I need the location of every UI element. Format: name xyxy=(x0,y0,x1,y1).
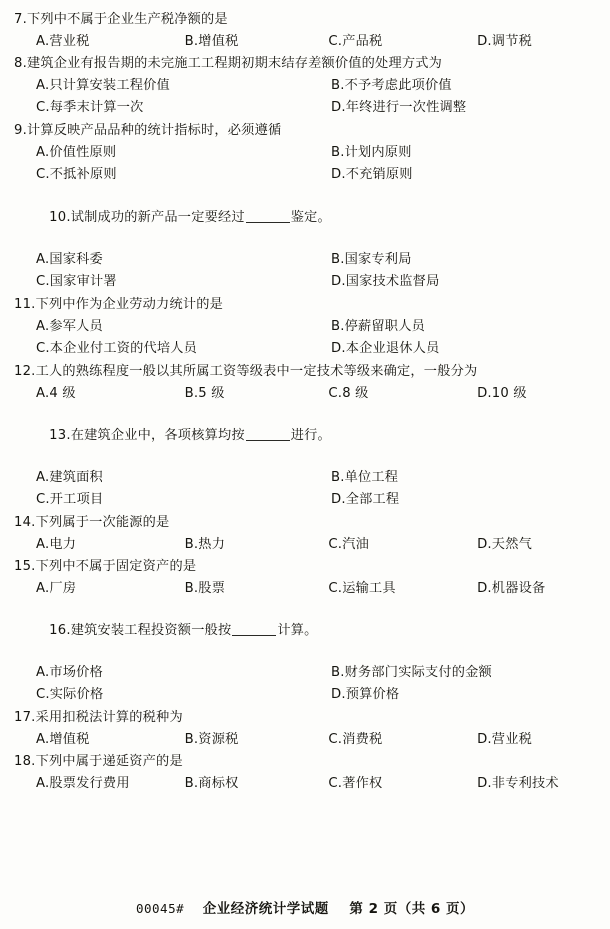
option-row xyxy=(36,662,596,684)
option-a[interactable]: A.市场价格 xyxy=(36,665,103,680)
option-c[interactable]: C.汽油 xyxy=(328,537,369,552)
question-item xyxy=(14,295,596,360)
question-stem xyxy=(14,188,596,248)
option-group xyxy=(14,142,596,186)
option-d[interactable]: D.调节税 xyxy=(477,34,532,49)
question-item xyxy=(14,10,596,52)
question-item xyxy=(14,513,596,555)
option-group xyxy=(14,31,596,52)
option-a[interactable]: A.厂房 xyxy=(36,581,77,596)
footer-exam-title: 企业经济统计学试题 xyxy=(202,901,329,917)
question-item xyxy=(14,188,596,293)
option-b[interactable]: B.财务部门实际支付的金额 xyxy=(331,665,492,680)
question-item xyxy=(14,557,596,599)
option-a[interactable]: A.营业税 xyxy=(36,34,90,49)
answer-blank xyxy=(246,222,290,223)
option-c[interactable]: C.不抵补原则 xyxy=(36,167,117,182)
option-c[interactable]: C.开工项目 xyxy=(36,492,104,507)
option-group xyxy=(14,578,596,599)
question-stem: 9.计算反映产品品种的统计指标时，必须遵循 xyxy=(14,123,282,138)
stem-part-after: 计算。 xyxy=(277,623,318,638)
question-item xyxy=(14,362,596,404)
option-a[interactable]: A.4 级 xyxy=(36,386,76,401)
option-group xyxy=(14,729,596,750)
option-group xyxy=(14,316,596,360)
answer-blank xyxy=(232,635,276,636)
option-a[interactable]: A.电力 xyxy=(36,537,77,552)
option-d[interactable]: D.国家技术监督局 xyxy=(331,274,440,289)
option-c[interactable]: C.消费税 xyxy=(328,732,383,747)
option-b[interactable]: B.国家专利局 xyxy=(331,252,412,267)
option-group xyxy=(14,75,596,119)
option-a[interactable]: A.只计算安装工程价值 xyxy=(36,78,170,93)
question-item xyxy=(14,708,596,750)
option-a[interactable]: A.国家科委 xyxy=(36,252,103,267)
page-footer xyxy=(0,897,610,917)
option-d[interactable]: D.天然气 xyxy=(477,537,532,552)
option-b[interactable]: B.商标权 xyxy=(184,776,239,791)
option-d[interactable]: D.本企业退休人员 xyxy=(331,341,440,356)
option-b[interactable]: B.计划内原则 xyxy=(331,145,412,160)
option-group xyxy=(14,773,596,794)
question-stem: 11.下列中作为企业劳动力统计的是 xyxy=(14,297,223,312)
option-b[interactable]: B.停薪留职人员 xyxy=(331,319,425,334)
option-b[interactable]: B.资源税 xyxy=(184,732,239,747)
question-item xyxy=(14,601,596,706)
question-stem: 18.下列中属于递延资产的是 xyxy=(14,754,183,769)
option-a[interactable]: A.建筑面积 xyxy=(36,470,103,485)
option-c[interactable]: C.运输工具 xyxy=(328,581,396,596)
option-d[interactable]: D.营业税 xyxy=(477,732,532,747)
option-c[interactable]: C.国家审计署 xyxy=(36,274,117,289)
option-b[interactable]: B.股票 xyxy=(184,581,226,596)
question-item xyxy=(14,752,596,794)
option-group xyxy=(14,662,596,706)
option-a[interactable]: A.参军人员 xyxy=(36,319,103,334)
option-row xyxy=(36,338,596,360)
option-c[interactable]: C.产品税 xyxy=(328,34,383,49)
option-c[interactable]: C.著作权 xyxy=(328,776,383,791)
option-row xyxy=(36,271,596,293)
option-d[interactable]: D.非专利技术 xyxy=(477,776,559,791)
option-group xyxy=(14,467,596,511)
option-d[interactable]: D.年终进行一次性调整 xyxy=(331,100,467,115)
option-row xyxy=(36,249,596,271)
option-a[interactable]: A.股票发行费用 xyxy=(36,776,130,791)
option-row xyxy=(36,142,596,164)
footer-page-number: 第 2 页（共 6 页） xyxy=(349,901,475,917)
option-d[interactable]: D.机器设备 xyxy=(477,581,546,596)
option-c[interactable]: C.实际价格 xyxy=(36,687,104,702)
answer-blank xyxy=(246,440,290,441)
option-d[interactable]: D.不充销原则 xyxy=(331,167,413,182)
option-c[interactable]: C.每季末计算一次 xyxy=(36,100,144,115)
footer-exam-code: 00045# xyxy=(135,901,185,916)
option-row xyxy=(36,164,596,186)
option-b[interactable]: B.增值税 xyxy=(184,34,239,49)
stem-part-before: 16.建筑安装工程投资额一般按 xyxy=(49,623,232,638)
stem-part-after: 鉴定。 xyxy=(290,210,331,225)
option-row xyxy=(36,75,596,97)
option-d[interactable]: D.全部工程 xyxy=(331,492,400,507)
option-d[interactable]: D.10 级 xyxy=(477,386,527,401)
option-c[interactable]: C.本企业付工资的代培人员 xyxy=(36,341,198,356)
option-b[interactable]: B.5 级 xyxy=(184,386,225,401)
question-stem: 15.下列中不属于固定资产的是 xyxy=(14,559,197,574)
question-item xyxy=(14,54,596,119)
option-b[interactable]: B.不予考虑此项价值 xyxy=(331,78,452,93)
option-a[interactable]: A.价值性原则 xyxy=(36,145,117,160)
option-row xyxy=(36,316,596,338)
question-stem: 14.下列属于一次能源的是 xyxy=(14,515,170,530)
question-item xyxy=(14,406,596,511)
option-row xyxy=(36,489,596,511)
option-group xyxy=(14,534,596,555)
question-stem: 7.下列中不属于企业生产税净额的是 xyxy=(14,12,228,27)
option-group xyxy=(14,249,596,293)
option-d[interactable]: D.预算价格 xyxy=(331,687,400,702)
option-a[interactable]: A.增值税 xyxy=(36,732,90,747)
option-b[interactable]: B.单位工程 xyxy=(331,470,399,485)
stem-part-before: 10.试制成功的新产品一定要经过 xyxy=(49,210,245,225)
question-stem xyxy=(14,406,596,466)
question-item xyxy=(14,121,596,186)
stem-part-after: 进行。 xyxy=(290,428,331,443)
question-stem: 8.建筑企业有报告期的未完施工工程期初期末结存差额价值的处理方式为 xyxy=(14,56,442,71)
option-row xyxy=(36,467,596,489)
option-row xyxy=(36,684,596,706)
question-stem: 12.工人的熟练程度一般以其所属工资等级表中一定技术等级来确定，一般分为 xyxy=(14,364,478,379)
option-b[interactable]: B.热力 xyxy=(184,537,226,552)
option-c[interactable]: C.8 级 xyxy=(328,386,369,401)
question-stem xyxy=(14,601,596,661)
option-group xyxy=(14,383,596,404)
stem-part-before: 13.在建筑企业中，各项核算均按 xyxy=(49,428,245,443)
option-row xyxy=(36,97,596,119)
question-stem: 17.采用扣税法计算的税种为 xyxy=(14,710,183,725)
